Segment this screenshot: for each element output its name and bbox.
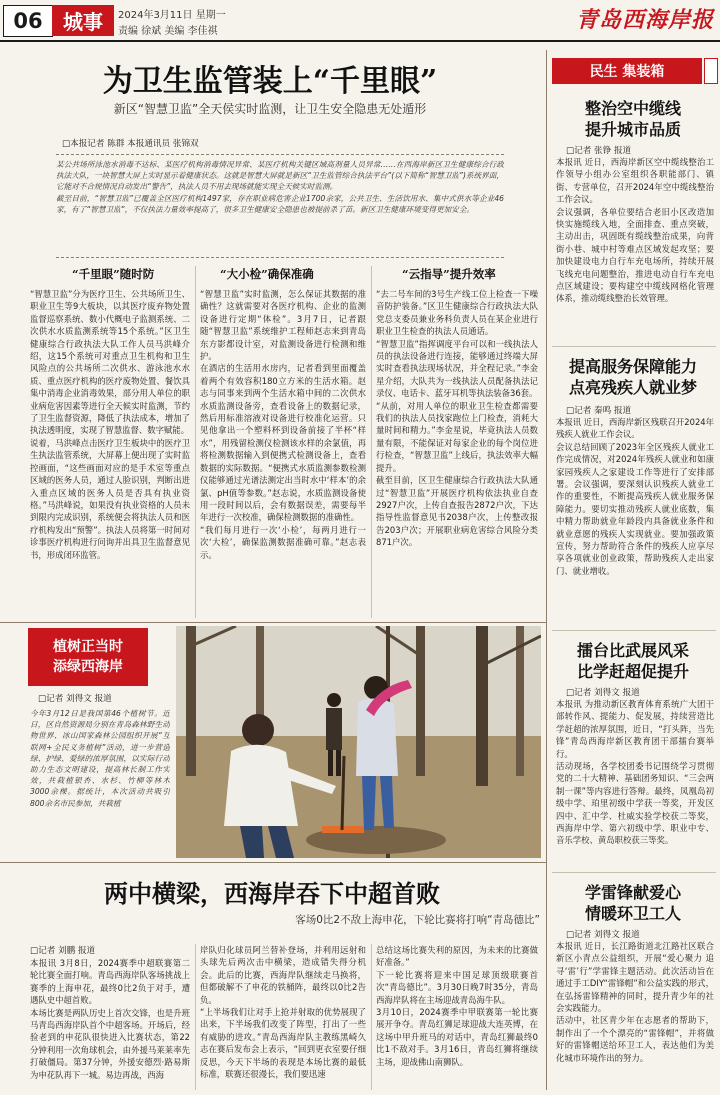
tree-planting-illustration xyxy=(176,626,541,858)
sports-subtitle: 客场0比2不敌上海申花，下轮比赛将打响“青岛德比” xyxy=(295,914,540,926)
sidebar-title-line2: 提升城市品质 xyxy=(584,120,681,139)
photo-title-line2: 添绿西海岸 xyxy=(53,659,123,675)
section-rule xyxy=(552,872,716,873)
lead-col2-text: “智慧卫监”实时监测，怎么保证其数据的准确性？这就需要对各医疗机构、企业的监测设备进行定期“体检”。3月7日，记者跟随“智慧卫监”系统维护工程师赵志来到青岛东方影都设计室，对监测设备进行检测和维护。 在酒店的生活用水房内，记者看到里面覆盖着两个有效容积180立方米的生活水箱。赵志与同事来到两个生活水箱中间的二次供水水质监测设备旁，查看设备上的数据记录，然后用标准溶液对设备进行校准化运营。只见他拿出一个塑料杯到设备前接了半杯“样水”，用残留检测仪检测该水样的余氯值，再将检测数据输入到便携式检测设备上，查看数据的实际数据。“便携式水质监测参数检测仪能够通过光谱法测定出当时水中‘样本’的余氯、pH值等参数。”赵志说，水质监测设备使用一段时间以后，会有数据误差，需要每半年进行一次校准，确保检测数据的准确性。 “我们每月进行一次‘小检’，每两月进行一次‘大检’，确保监测数据准确可靠。”赵志表示。 xyxy=(200,289,366,560)
page-number-box xyxy=(3,5,53,37)
notebook-icon xyxy=(704,58,718,84)
lead-intro-box xyxy=(56,154,504,258)
sidebar-item-title xyxy=(552,882,714,924)
lead-byline: □本报记者 陈群 本报通讯员 张锦双 xyxy=(62,139,199,149)
sidebar-text: 本报讯 近日，西海岸新区残联召开2024年残疾人就业工作会议。 会议总结回顾了2023年全区残疾人就业工作完成情况，对2024年残疾人就业和如康家园残疾人之家建设工作等进行了安排部署。会议强调，要深刻认识残疾人就业工作的重要性，不断提高残疾人就业服务保障能力。要切实推动残疾人就业底数，集中精力帮助就业年龄段内具备就业条件和就业意愿的残疾人实现就业。要加强政策宣传，努力帮助符合条件的残疾人应享尽享各项就业创业政策，帮助残疾人走出家门、就业增收。 xyxy=(556,417,714,576)
sports-col2-text: 岸队归化球员阿兰替补登场，并利用远射和头球先后两次击中横梁，造成错失得分机会。此后的比赛，西海岸队继续走马换将，但都破解不了申花的铁桶阵，最终以0比2告负。 “上半场我们让对手上抢并射取的优势展现了出来，下半场我们改变了阵型，打出了一些有威胁的进攻。”青岛西海岸队主教练黑崎久志在赛后发布会上表示，“回到更衣室要仔细反思，今天下半场的表现是本场比赛的最低标准，联赛还很漫长，我们要迅速 xyxy=(200,945,366,1080)
photo-title-line1: 植树正当时 xyxy=(53,639,123,655)
sports-byline: □记者 刘鹏 报道 xyxy=(30,946,96,956)
column-rule xyxy=(195,266,196,618)
tree-planting-photo xyxy=(176,626,541,858)
lead-subtitle: 新区“智慧卫监”全天侯实时监测，让卫生安全隐患无处遁形 xyxy=(113,102,427,116)
sidebar-title-line2: 情暖环卫工人 xyxy=(584,904,681,923)
sidebar-byline: □记者 张铮 报道 xyxy=(566,146,632,156)
column-rule xyxy=(195,944,196,1090)
sidebar-title-line2: 比学赶超促提升 xyxy=(576,662,689,681)
sidebar-title-line1: 提高服务保障能力 xyxy=(568,357,697,376)
masthead-logo: 青岛西海岸报 xyxy=(575,7,714,33)
sports-col3-text: 总结这场比赛失利的原因，为未来的比赛做好准备。” 下一轮比赛将迎来中国足球顶级联赛首次“青岛德比”。3月30日晚7时35分，青岛西海岸队将在主场迎战青岛海牛队。 3月10日，2024赛季中甲联赛第一轮比赛展开争夺。青岛红狮足球迎战大连英博，在这场中甲升班马的对话中，青岛红狮最终0比1不敌对手。3月16日，青岛红狮将继续主场，迎战佛山南狮队。 xyxy=(376,945,538,1067)
sidebar-item-title xyxy=(552,98,714,140)
sidebar-item-title xyxy=(552,356,714,398)
sidebar-banner xyxy=(552,58,702,84)
editors: 责编 徐斌 美编 李佳祺 xyxy=(118,26,218,37)
column-rule xyxy=(371,266,372,618)
column-rule xyxy=(371,944,372,1090)
section-name: 城事 xyxy=(63,10,103,34)
photo-byline: □记者 刘得文 报道 xyxy=(38,694,112,704)
sidebar-text: 本报讯 为推动新区教育体育系统广大团干部转作风、提能力、促发展，持续营造比学赶超的浓厚氛围，近日，“打头阵，当先锋”青岛西海岸新区教育团干部擂台赛举行。 活动现场，各学校团委书记围绕学习贯彻党的二十大精神、基础团务知识、“三会两制一课”等内容进行答辩。最终，凤凰岛初级中学、珀里初级中学获一等奖，开发区四中、汇中学、杜威实验学校获二等奖，西海岸中学、第六初级中学、职业中专、音乐学校、黄岛职校获三等奖。 xyxy=(556,699,714,846)
sidebar-banner-text: 民生 集装箱 xyxy=(589,64,665,80)
sports-title: 两中横梁，西海岸吞下中超首败 xyxy=(104,879,440,908)
lead-col3-text: “去二号车间的3号生产线工位上检查一下噪音防护装备。”区卫生健康综合行政执法大队党总支委员兼业务科负责人员在某企业进行职业卫生检查的执法人员通话。 “智慧卫监”指挥调度平台可以和一线执法人员的执法设备进行连接，能够通过终端大屏实时查看执法现场状况，并全程记录。”李金星介绍，大队共为一线执法人员配备执法记录仪、电话卡、蓝牙耳机等执法装备36套。 “从前，对用人单位的职业卫生检查都需要我们的执法人员找家跑位上门检查，消耗大量时间和精力。”李金星说，毕竟执法人员数量有限，不能保证对每家企业的每个岗位进行检查，“智慧卫监”上线后，执法效率大幅提升。 截至目前，区卫生健康综合行政执法大队通过“智慧卫监”开展医疗机构依法执业自查2927户次，上传自查报告2872户次，下达指导性监督意见书2038户次，上传整改报告203户次；开展职业病危害综合风险分类871户次。 xyxy=(376,289,538,548)
section-name-box xyxy=(52,5,114,36)
sidebar-title-line1: 擂台比武展风采 xyxy=(576,641,689,660)
sidebar-byline: □记者 秦鸣 报道 xyxy=(566,406,632,416)
sidebar-item-title xyxy=(552,640,714,682)
sidebar-byline: □记者 刘得文 报道 xyxy=(566,930,640,940)
lead-title: 为卫生监管装上“千里眼” xyxy=(102,64,438,99)
section-rule xyxy=(552,630,716,631)
sidebar-text: 本报讯 近日，西海岸新区空中缆线整治工作领导小组办公室组织各职能部门、镇街、专营单位，召开2024年空中缆线整治工作会议。 会议强调，各单位要结合老旧小区改造加快实施缆线入地，全面排查、重点突破，主动出击，巩固既有缆线整治成果，向背街小巷、城中村等难点区域发起攻坚；要加快建设电力自行车充电场所，持续开展飞线充电问题整治，推进电动自行车充电点区域建设；要构建空中缆线网格化管理体系，推动缆线整治长效管理。 xyxy=(556,157,714,304)
sidebar-text: 本报讯 近日，长江路街道北江路社区联合新区小青点公益组织，开展“爱心聚力 追寻‘雷’行”学雷锋主题活动。此次活动旨在通过手工DIY“雷锋帽”和公益实践的形式，在弘扬雷锋精神的同时，提升青少年的社会实践能力。 活动中，社区青少年在志愿者的帮助下，制作出了一个个漂亮的“雷锋帽”，并将做好的雷锋帽送给环卫工人，表达他们为美化城市环境作出的努力。 xyxy=(556,941,714,1063)
page-number: 06 xyxy=(13,9,43,33)
lead-col1-text: “智慧卫监”分为医疗卫生、公共场所卫生、职业卫生等9大板块，以其医疗废弃物处置监督巡察系统、数小代概电子监测系统、二次供水水质监测系统等15个系统。”区卫生健康综合行政执法大队工作人员马洪峰介绍，这15个系统可对重点卫生机构和卫生风险点的公共场所二次供水、游泳池水水质、重点医疗机构的医疗废物处置、餐饮具集中消毒企业消毒效果，部分用人单位的职业病危害因素等进行全天候实时监测，节约了卫生监督资源，降低了执法成本，增加了执法透明度，实现了智慧监督、数字赋能。 说着，马洪峰点击医疗卫生板块中的医疗卫生执法监管系统，大屏幕上便出现了实时监控画面，“这些画面对应的是手术室等重点区域的医务人员，通过人脸识别，判断出进入重点区域的医务人员是否具有执业资格。”马洪峰说，如果没有执业资格的人员未到限内完成识别，系统便会将执法人员和医疗机构发出“预警”。执法人员将第一时间对诊事医疗机构进行问询并出具卫生监督意见书，形成闭环监管。 xyxy=(30,289,190,560)
lead-col1-head: “千里眼”随时防 xyxy=(72,267,155,281)
sidebar-rule xyxy=(546,50,547,1090)
lead-col2-head: “大小检”确保准确 xyxy=(220,267,314,281)
section-rule xyxy=(552,346,716,347)
photo-caption: 今年3月12日是我国第46个植树节。近日，区自然资源局分别在青岛森林野生动物世界、冰山国家森林公园组织开展“互联网+全民义务植树”活动，进一步营造绿、护绿、爱绿的浓厚氛围，以实际行动助力生态文明建设，提高林长制工作实效，共栽植银杏、水杉、竹柳等林木3000余棵。据统计，本次活动共吸引800余名市民参加，共栽植 xyxy=(30,709,170,808)
lead-intro: 某公共场所泳池水消毒不达标、某医疗机构消毒情况异常、某医疗机构关键区域高剂量人员异常……在西海岸新区卫生健康综合行政执法大队，一块智慧大屏上实时显示着健康状态。这就是智慧大屏就是新区“卫生监管综合执法平台”(以下简称“智慧卫监”)系统界面，它能对不合规情况自动发出“警告”，执法人员不用去现场就能实现全天候实时监测。 截至目前，“智慧卫监”已覆盖全区医疗机构1497家，存在职业病危害企业1700余家，公共卫生、生活饮用水、集中式供水等企业46家，有了“智慧卫监”，不仅执法力量效率提高了，很多卫生健康安全隐患也被提前杀了苗。新区卫生健康环境变得更加安全。 xyxy=(56,160,504,214)
page-header xyxy=(0,0,720,44)
sidebar-title-line1: 学雷锋献爱心 xyxy=(584,883,681,902)
sports-col1-text: 本报讯 3月8日，2024赛季中超联赛第二轮比赛全面打响。青岛西海岸队客场挑战上赛季的上海申花，最终0比2负于对手，遭遇队史中超首败。 本场比赛是两队历史上首次交锋，也是升班马青岛西海岸队首个中超客场。开场后，经验老到的申花队很快进入比赛状态，第22分钟利用一次角球机会，由外援马莱莱率先打破僵局。第37分钟，外援安德烈·路易斯为申花队再下一城。易边再战，西海 xyxy=(30,958,190,1080)
sidebar-title-line2: 点亮残疾人就业梦 xyxy=(568,378,697,397)
photo-title-box xyxy=(28,628,148,686)
section-rule xyxy=(0,622,546,623)
header-rule xyxy=(0,40,720,42)
sidebar-title-line1: 整治空中缆线 xyxy=(584,99,681,118)
sidebar-byline: □记者 刘得文 报道 xyxy=(566,688,640,698)
section-rule xyxy=(0,862,546,863)
issue-date: 2024年3月11日 星期一 xyxy=(118,10,226,21)
lead-col3-head: “云指导”提升效率 xyxy=(402,267,496,281)
